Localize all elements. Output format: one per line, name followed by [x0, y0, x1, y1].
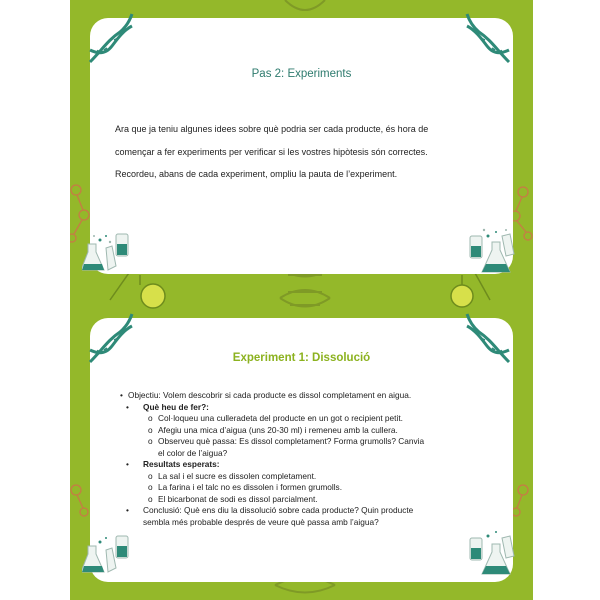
lab-flasks-icon [82, 230, 140, 278]
step-card [90, 18, 513, 274]
step-text: Observeu què passa: Es dissol completament? Forma grumolls? Canvia [158, 436, 425, 446]
result-item [128, 482, 498, 494]
step-text: el color de l’aigua? [158, 447, 228, 458]
dna-helix-icon [463, 10, 513, 66]
bullet-icon: • [126, 505, 129, 515]
result-text: La sal i el sucre es dissolen completament. [158, 470, 317, 481]
conclusion-item [128, 505, 498, 517]
what-heading-item [128, 402, 498, 414]
step-title: Pas 2: Experiments [251, 68, 352, 80]
dna-helix-icon [86, 310, 136, 366]
result-text: El bicarbonat de sodi es dissol parcialment. [158, 493, 318, 504]
circle-bullet-icon: o [148, 424, 153, 435]
step-item [128, 425, 498, 437]
conclusion-continuation [128, 517, 498, 529]
circle-bullet-icon: o [148, 436, 153, 446]
result-item [128, 494, 498, 506]
bullet-icon: • [126, 459, 129, 469]
step-continuation [128, 448, 498, 460]
paragraph-line: Ara que ja teniu algunes idees sobre què podria ser cada producte, és hora de [115, 124, 429, 134]
experiment-card [90, 318, 513, 582]
paragraph-line: començar a fer experiments per verificar si les vostres hipòtesis són correctes. [115, 146, 428, 157]
bullet-icon: • [120, 390, 123, 400]
conclusion-text: sembla més probable després de veure què passa amb l’aigua? [143, 516, 379, 527]
circle-bullet-icon: o [148, 482, 153, 492]
bullet-icon: • [126, 401, 129, 412]
lab-flasks-icon [462, 228, 520, 278]
result-text: La farina i el talc no es dissolen i formen grumolls. [158, 482, 343, 492]
circle-bullet-icon: o [148, 470, 153, 481]
experiment-title: Experiment 1: Dissolució [232, 352, 371, 364]
circle-bullet-icon: o [148, 413, 153, 423]
step-item [128, 413, 498, 425]
worksheet-page [70, 0, 533, 600]
objective-item [120, 390, 498, 402]
step-text: Afegiu una mica d’aigua (uns 20-30 ml) i remeneu amb la cullera. [158, 424, 398, 435]
result-item [128, 471, 498, 483]
what-heading: Què heu de fer?: [143, 401, 209, 412]
step-paragraph [115, 118, 495, 186]
step-text: Col·loqueu una culleradeta del producte en un got o recipient petit. [158, 413, 403, 423]
circle-bullet-icon: o [148, 493, 153, 504]
results-heading: Resultats esperats: [143, 459, 220, 469]
paragraph-line: Recordeu, abans de cada experiment, ompliu la pauta de l’experiment. [115, 169, 398, 179]
dna-helix-icon [86, 10, 136, 66]
dna-helix-icon [463, 310, 513, 366]
results-heading-item [128, 459, 498, 471]
lab-flasks-icon [82, 532, 140, 580]
step-item [128, 436, 498, 448]
objective-text: Objectiu: Volem descobrir si cada producte es dissol completament en aigua. [128, 390, 412, 400]
lab-flasks-icon [462, 528, 520, 580]
experiment-list [120, 390, 498, 528]
conclusion-text: Conclusió: Què ens diu la dissolució sobre cada producte? Quin producte [143, 505, 414, 515]
